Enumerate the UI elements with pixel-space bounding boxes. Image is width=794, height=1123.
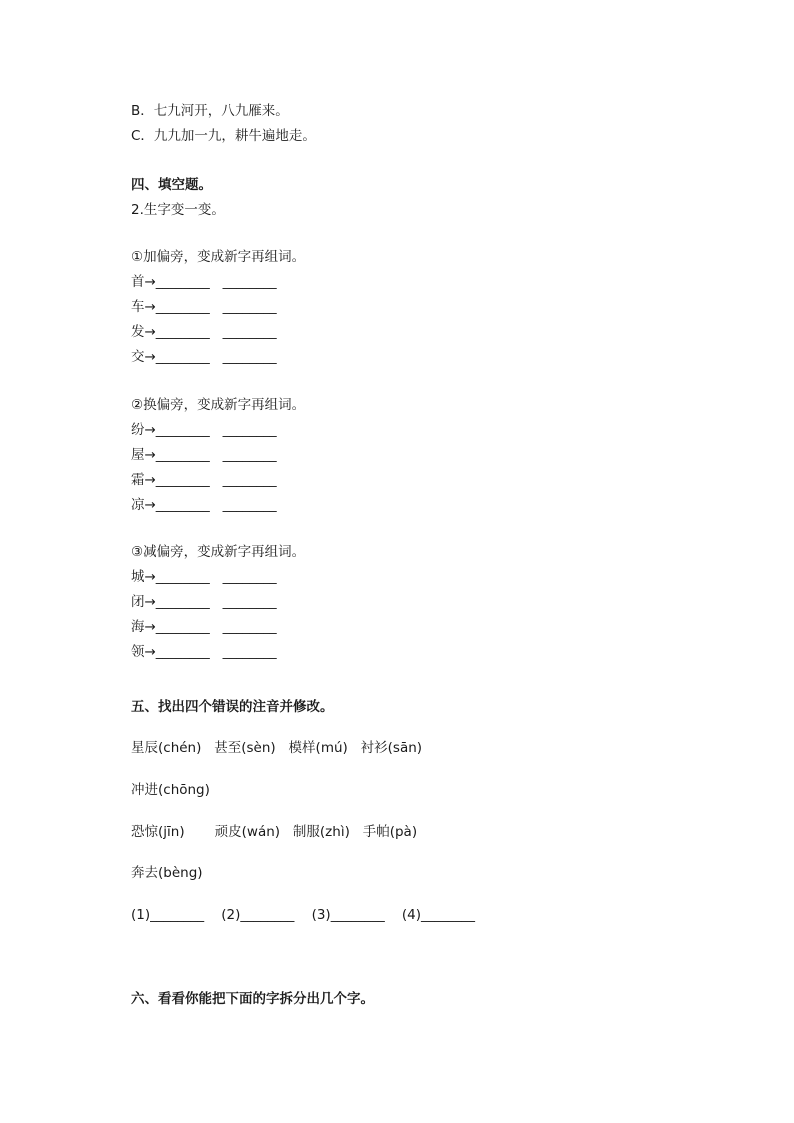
part1-instruction: ①加偏旁，变成新字再组词。 [131, 249, 306, 265]
part1-row: 车→________ ________ [131, 299, 277, 315]
section5-heading: 五、找出四个错误的注音并修改。 [131, 699, 334, 715]
part2-instruction: ②换偏旁，变成新字再组词。 [131, 397, 306, 413]
part2-row: 霜→________ ________ [131, 472, 277, 488]
part3-instruction: ③减偏旁，变成新字再组词。 [131, 544, 306, 560]
part2-row: 凉→________ ________ [131, 497, 277, 513]
section6-heading: 六、看看你能把下面的字拆分出几个字。 [131, 991, 374, 1007]
section4-heading: 四、填空题。 [131, 177, 212, 193]
section4-question: 2.生字变一变。 [131, 202, 225, 218]
part1-row: 首→________ ________ [131, 274, 277, 290]
pinyin-line: 星辰(chén) 甚至(sèn) 模样(mú) 衬衫(sān) [131, 740, 423, 756]
part3-row: 闭→________ ________ [131, 594, 277, 610]
pinyin-line: 奔去(bèng) [131, 865, 203, 881]
option-b: B．七九河开，八九雁来。 [131, 103, 289, 119]
part2-row: 屋→________ ________ [131, 447, 277, 463]
part3-row: 海→________ ________ [131, 619, 277, 635]
answer-blanks: (1)________ (2)________ (3)________ (4)________ [131, 907, 475, 923]
part1-row: 发→________ ________ [131, 324, 277, 340]
part3-row: 领→________ ________ [131, 644, 277, 660]
pinyin-line: 恐惊(jīn) 顽皮(wán) 制服(zhì) 手帕(pà) [131, 824, 418, 840]
pinyin-line: 冲进(chōng) [131, 782, 210, 798]
part3-row: 城→________ ________ [131, 569, 277, 585]
part2-row: 纷→________ ________ [131, 422, 277, 438]
option-c: C．九九加一九，耕牛遍地走。 [131, 128, 316, 144]
part1-row: 交→________ ________ [131, 349, 277, 365]
